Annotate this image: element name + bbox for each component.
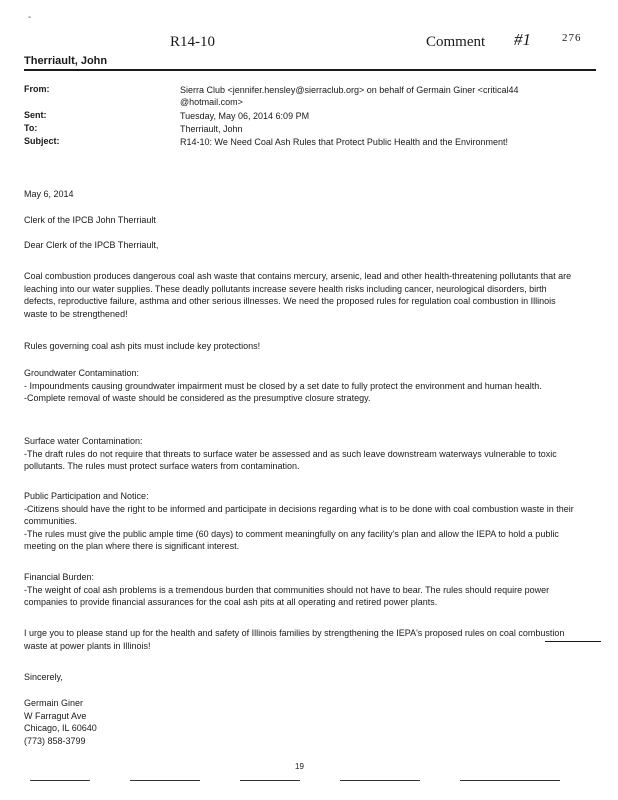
closing-request: I urge you to please stand up for the health and safety of Illinois families by strengthening the IEPA's proposed rules on coal combustion waste at power plants in Illinois! [24,628,565,651]
letter-date: May 6, 2014 [24,189,74,199]
sent-label: Sent: [24,110,47,120]
groundwater-section [24,367,574,405]
financial-point-1: -The weight of coal ash problems is a tremendous burden that communities should not have to bear. The rules should require power companies to provide financial assurances for the coal ash pits at all operating and retired power plants. [24,584,550,607]
intro-paragraph: Coal combustion produces dangerous coal ash waste that contains mercury, arsenic, lead and other health-threatening pollutants that are leaching into our water supplies. These deadly pollutants increase severe health risks including cancer, neurological disorders, birth defects, reproductive failure, asthma and other serious illnesses. We need the proposed rules for regulation coal combustion in Illinois waste to be strengthened! [24,271,572,319]
signoff: Sincerely, [24,672,63,682]
margin-line [545,641,601,642]
public-section [24,490,574,553]
to-value: Therriault, John [180,124,243,134]
subject-label: Subject: [24,136,60,146]
surface-point-1: -The draft rules do not require that threats to surface water be assessed and as such leave downstream waterways vulnerable to toxic pollutants. The rules must protect surface waters from contamination. [24,448,557,471]
signature-name: Germain Giner [24,698,84,708]
docket-number: R14-10 [170,34,215,50]
footer-page-mark: 19 [295,762,304,771]
corner-mark: - [28,12,32,23]
signature-block [24,697,574,747]
to-label: To: [24,123,38,133]
page-number: 276 [562,32,582,44]
footer-dash [240,780,300,781]
header-divider [24,69,596,71]
rules-intro: Rules governing coal ash pits must include key protections! [24,341,261,351]
footer-dash [460,780,560,781]
signature-street: W Farragut Ave [24,710,87,721]
letter-addressee: Clerk of the IPCB John Therriault [24,215,156,225]
sender-name: Therriault, John [24,55,108,67]
groundwater-point-2: -Complete removal of waste should be considered as the presumptive closure strategy. [24,393,371,403]
public-point-1: -Citizens should have the right to be informed and participate in decisions regarding what is to be done with coal combustion waste in their communities. [24,503,574,526]
footer-dash [340,780,420,781]
subject-value: R14-10: We Need Coal Ash Rules that Protect Public Health and the Environment! [180,137,509,147]
footer-dashes [30,776,580,786]
comment-label: Comment [426,34,486,50]
surface-section [24,435,574,473]
sent-value: Tuesday, May 06, 2014 6:09 PM [180,111,310,121]
comment-number: #1 [514,30,531,49]
signature-city: Chicago, IL 60640 [24,723,97,733]
financial-section [24,571,574,609]
from-value: Sierra Club <jennifer.hensley@sierraclub.org> on behalf of Germain Giner <critical44 @hotmail.com> [180,85,519,107]
public-heading: Public Participation and Notice: [24,491,149,501]
letter-salutation: Dear Clerk of the IPCB Therriault, [24,240,159,250]
groundwater-point-1: - Impoundments causing groundwater impairment must be closed by a set date to fully protect the environment and human health. [24,380,542,391]
from-label: From: [24,84,50,94]
groundwater-heading: Groundwater Contamination: [24,368,140,378]
footer-dash [130,780,200,781]
financial-heading: Financial Burden: [24,572,95,582]
footer-dash [30,780,90,781]
signature-phone: (773) 858-3799 [24,735,86,746]
surface-heading: Surface water Contamination: [24,436,143,446]
public-point-2: -The rules must give the public ample time (60 days) to comment meaningfully on any facility's plan and allow the IEPA to hold a public meeting on the plan where there is significant interest. [24,528,559,551]
